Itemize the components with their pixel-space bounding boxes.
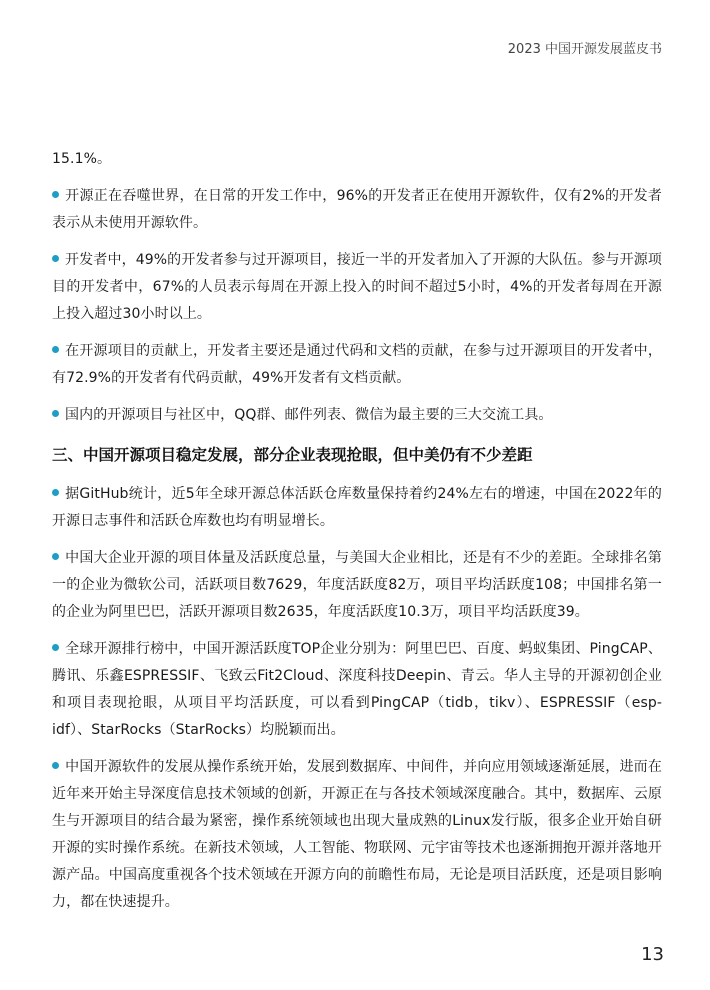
- bullet-dot-icon: [52, 553, 59, 560]
- bullet-dot-icon: [52, 255, 59, 262]
- bullet-paragraph: [52, 754, 662, 916]
- bullet-paragraph: [52, 545, 662, 626]
- bullet-paragraph: [52, 636, 662, 744]
- bullet-paragraph: [52, 481, 662, 535]
- bullet-dot-icon: [52, 410, 59, 417]
- bullet-text: 中国开源软件的发展从操作系统开始，发展到数据库、中间件，并向应用领域逐渐延展，进而在近年来开始主导深度信息技术领域的创新，开源正在与各技术领域深度融合。其中，数据库、云原生与开源项目的结合最为紧密，操作系统领域也出现大量成熟的Linux发行版，很多企业开始自研开源的实时操作系统。在新技术领域，人工智能、物联网、元宇宙等技术也逐渐拥抱开源并落地开源产品。中国高度重视各个技术领域在开源方向的前瞻性布局，无论是项目活跃度，还是项目影响力，都在快速提升。: [52, 759, 662, 910]
- page-body: [52, 146, 662, 916]
- bullet-text: 据GitHub统计，近5年全球开源总体活跃仓库数量保持着约24%左右的增速，中国在2022年的开源日志事件和活跃仓库数也均有明显增长。: [52, 486, 662, 529]
- section-heading: 三、中国开源项目稳定发展，部分企业表现抢眼，但中美仍有不少差距: [52, 446, 533, 464]
- bullet-dot-icon: [52, 489, 59, 496]
- page-number: 13: [641, 944, 664, 965]
- bullet-text: 开源正在吞噬世界，在日常的开发工作中，96%的开发者正在使用开源软件，仅有2%的开发者表示从未使用开源软件。: [52, 188, 662, 231]
- bullet-dot-icon: [52, 191, 59, 198]
- continuation-text: 15.1%。: [52, 151, 112, 167]
- bullet-paragraph: [52, 247, 662, 328]
- bullet-text: 国内的开源项目与社区中，QQ群、邮件列表、微信为最主要的三大交流工具。: [65, 407, 553, 423]
- bullet-text: 开发者中，49%的开发者参与过开源项目，接近一半的开发者加入了开源的大队伍。参与开源项目的开发者中，67%的人员表示每周在开源上投入的时间不超过5小时，4%的开发者每周在开源上投入超过30小时以上。: [52, 252, 662, 322]
- bullet-paragraph: [52, 183, 662, 237]
- bullet-dot-icon: [52, 644, 59, 651]
- bullet-dot-icon: [52, 762, 59, 769]
- bullet-text: 中国大企业开源的项目体量及活跃度总量，与美国大企业相比，还是有不少的差距。全球排名第一的企业为微软公司，活跃项目数7629，年度活跃度82万，项目平均活跃度108；中国排名第一的企业为阿里巴巴，活跃开源项目数2635，年度活跃度10.3万，项目平均活跃度39。: [52, 550, 662, 620]
- bullet-paragraph: [52, 402, 662, 429]
- bullet-text: 在开源项目的贡献上，开发者主要还是通过代码和文档的贡献，在参与过开源项目的开发者中，有72.9%的开发者有代码贡献，49%开发者有文档贡献。: [52, 343, 662, 386]
- bullet-text: 全球开源排行榜中，中国开源活跃度TOP企业分别为：阿里巴巴、百度、蚂蚁集团、PingCAP、腾讯、乐鑫ESPRESSIF、飞致云Fit2Cloud、深度科技Deepin、青云。华人主导的开源初创企业和项目表现抢眼，从项目平均活跃度，可以看到PingCAP（tidb，tikv）、ESPRESSIF（esp-idf）、StarRocks（StarRocks）均脱颖而出。: [52, 641, 662, 738]
- bullet-dot-icon: [52, 346, 59, 353]
- bullet-paragraph: [52, 338, 662, 392]
- running-header: 2023 中国开源发展蓝皮书: [507, 42, 662, 57]
